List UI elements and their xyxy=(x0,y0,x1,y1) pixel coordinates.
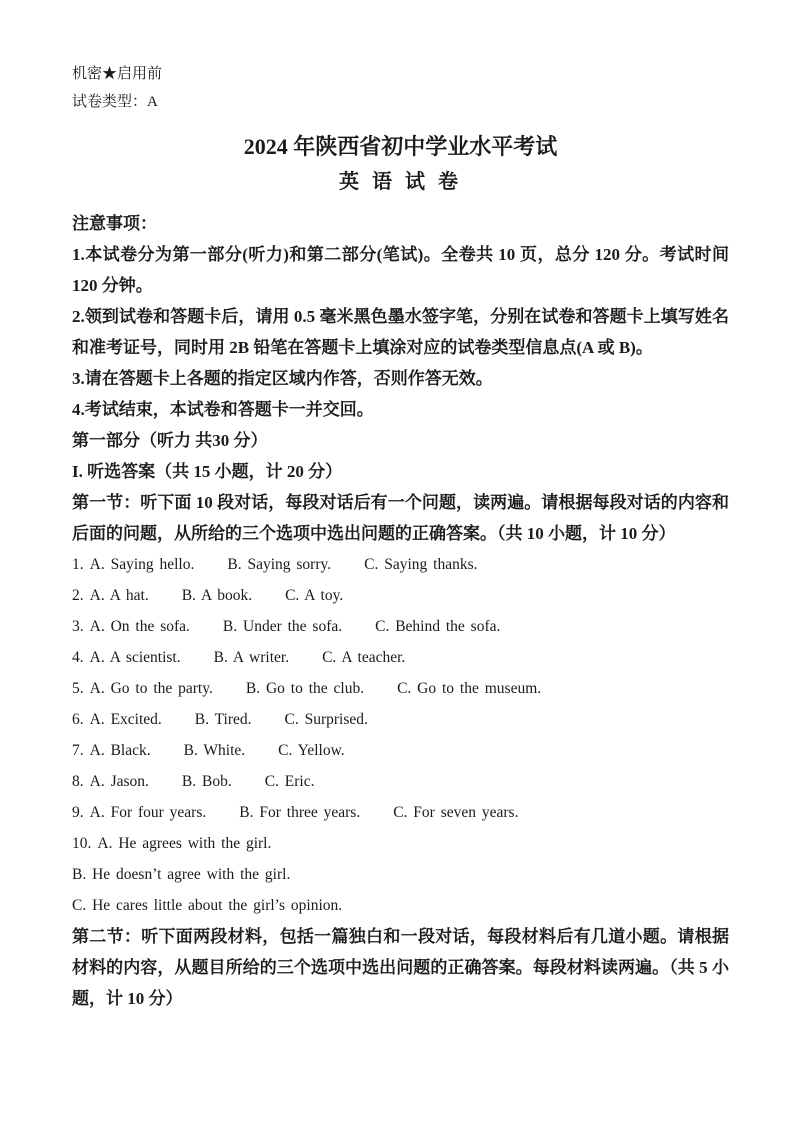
question-row-1 xyxy=(72,549,729,580)
part1-heading: 第一部分（听力 共30 分） xyxy=(72,431,268,450)
question-number: 4. xyxy=(72,649,84,666)
question-option-a: A. For four years. xyxy=(89,804,207,821)
question-option-c: C. Yellow. xyxy=(278,742,345,759)
question-option-c: C. Saying thanks. xyxy=(364,556,478,573)
notice-item-1: 1.本试卷分为第一部分(听力)和第二部分(笔试)。全卷共 10 页，总分 120 分。考试时间 120 分钟。 xyxy=(72,245,729,295)
question-option-a: A. On the sofa. xyxy=(89,618,190,635)
question-row-7 xyxy=(72,735,729,766)
notice-item-3: 3.请在答题卡上各题的指定区域内作答，否则作答无效。 xyxy=(72,369,493,388)
question-option-b: B. Tired. xyxy=(194,711,252,728)
question-option-a: A. A scientist. xyxy=(89,649,181,666)
question-option-a: A. A hat. xyxy=(89,587,149,604)
question-option-c: C. For seven years. xyxy=(393,804,519,821)
question-10-option-c: C. He cares little about the girl’s opinion. xyxy=(72,897,343,914)
question-row-6 xyxy=(72,704,729,735)
question-option-b: B. Saying sorry. xyxy=(227,556,332,573)
question-number: 10. xyxy=(72,835,92,852)
question-number: 9. xyxy=(72,804,84,821)
question-option-c: C. Eric. xyxy=(264,773,315,790)
question-number: 7. xyxy=(72,742,84,759)
section2-instructions: 第二节：听下面两段材料，包括一篇独白和一段对话，每段材料后有几道小题。请根据材料的内容，从题目所给的三个选项中选出问题的正确答案。每段材料读两遍。（共 5 小题，计 10 分） xyxy=(72,927,729,1008)
notice-item-4: 4.考试结束，本试卷和答题卡一并交回。 xyxy=(72,400,374,419)
question-row-2 xyxy=(72,580,729,611)
question-row-3 xyxy=(72,611,729,642)
question-option-a: A. He agrees with the girl. xyxy=(97,835,272,852)
question-option-c: C. Behind the sofa. xyxy=(375,618,501,635)
exam-subtitle: 英 语 试 卷 xyxy=(339,171,462,193)
section1-instructions: 第一节：听下面 10 段对话，每段对话后有一个问题，读两遍。请根据每段对话的内容和后面的问题，从所给的三个选项中选出问题的正确答案。（共 10 小题，计 10 分） xyxy=(72,493,729,543)
question-number: 5. xyxy=(72,680,84,697)
question-row-9 xyxy=(72,797,729,828)
question-option-b: B. White. xyxy=(183,742,246,759)
question-option-b: B. Go to the club. xyxy=(245,680,365,697)
notice-item-2: 2.领到试卷和答题卡后，请用 0.5 毫米黑色墨水签字笔，分别在试卷和答题卡上填写姓名和准考证号，同时用 2B 铅笔在答题卡上填涂对应的试卷类型信息点(A 或 B)。 xyxy=(72,307,729,357)
question-option-b: B. Bob. xyxy=(181,773,232,790)
question-10-option-b: B. He doesn’t agree with the girl. xyxy=(72,866,291,883)
question-option-a: A. Jason. xyxy=(89,773,149,790)
question-option-a: A. Go to the party. xyxy=(89,680,213,697)
question-number: 6. xyxy=(72,711,84,728)
exam-title: 2024 年陕西省初中学业水平考试 xyxy=(243,134,558,159)
confidential-label: 机密★启用前 xyxy=(72,66,163,82)
listening-section-heading: I. 听选答案（共 15 小题，计 20 分） xyxy=(72,462,343,481)
question-number: 8. xyxy=(72,773,84,790)
question-option-a: A. Saying hello. xyxy=(89,556,195,573)
question-option-b: B. Under the sofa. xyxy=(222,618,343,635)
question-option-b: B. A writer. xyxy=(213,649,290,666)
notice-heading: 注意事项： xyxy=(72,214,157,233)
question-number: 1. xyxy=(72,556,84,573)
question-row-8 xyxy=(72,766,729,797)
question-number: 2. xyxy=(72,587,84,604)
question-option-b: B. For three years. xyxy=(239,804,361,821)
question-option-c: C. Surprised. xyxy=(284,711,368,728)
question-option-a: A. Excited. xyxy=(89,711,162,728)
question-row-10 xyxy=(72,828,729,859)
paper-type-label: 试卷类型：A xyxy=(72,94,158,110)
question-option-a: A. Black. xyxy=(89,742,151,759)
question-option-c: C. Go to the museum. xyxy=(397,680,542,697)
question-row-5 xyxy=(72,673,729,704)
question-row-4 xyxy=(72,642,729,673)
question-option-c: C. A toy. xyxy=(285,587,344,604)
question-option-b: B. A book. xyxy=(181,587,253,604)
question-number: 3. xyxy=(72,618,84,635)
question-option-c: C. A teacher. xyxy=(322,649,406,666)
